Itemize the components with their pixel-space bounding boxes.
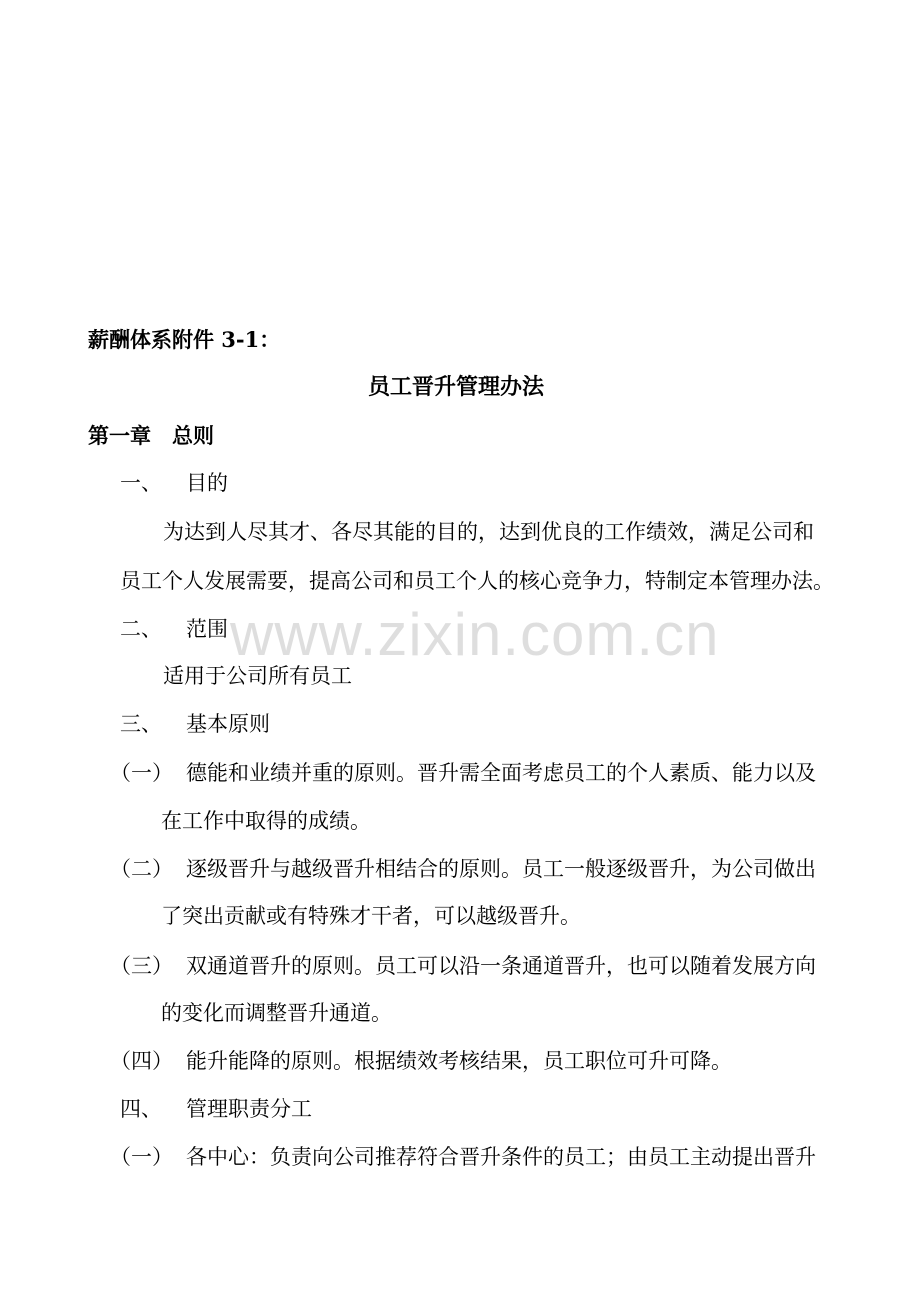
section-1-number: 一、 xyxy=(120,471,162,495)
duty-1-number: （一） xyxy=(110,1145,173,1169)
section-3-heading: 基本原则 xyxy=(186,712,270,736)
principle-4-line-1: 能升能降的原则。根据绩效考核结果，员工职位可升可降。 xyxy=(186,1049,732,1073)
principle-1-line-2: 在工作中取得的成绩。 xyxy=(161,809,371,833)
principle-1-line-1: 德能和业绩并重的原则。晋升需全面考虑员工的个人素质、能力以及 xyxy=(186,761,816,785)
attachment-label: 薪酬体系附件 3-1： xyxy=(88,327,281,352)
section-3-number: 三、 xyxy=(120,712,162,736)
section-1-body-line-1: 为达到人尽其才、各尽其能的目的，达到优良的工作绩效，满足公司和 xyxy=(163,520,814,544)
principle-3-number: （三） xyxy=(110,954,173,978)
section-4-heading: 管理职责分工 xyxy=(186,1097,312,1121)
chapter-heading: 第一章 总则 xyxy=(88,423,214,448)
principle-2-line-2: 了突出贡献或有特殊才干者，可以越级晋升。 xyxy=(161,904,581,928)
watermark: www.zixin.com.cn xyxy=(230,601,720,668)
section-4-number: 四、 xyxy=(120,1097,162,1121)
principle-3-line-2: 的变化而调整晋升通道。 xyxy=(161,1001,392,1025)
section-2-heading: 范围 xyxy=(186,617,228,641)
document-title: 员工晋升管理办法 xyxy=(368,374,545,400)
section-2-number: 二、 xyxy=(120,617,162,641)
section-1-heading: 目的 xyxy=(186,471,228,495)
section-2-body-line-1: 适用于公司所有员工 xyxy=(163,664,352,688)
duty-1-line-1: 各中心：负责向公司推荐符合晋升条件的员工；由员工主动提出晋升 xyxy=(186,1145,816,1169)
principle-2-line-1: 逐级晋升与越级晋升相结合的原则。员工一般逐级晋升，为公司做出 xyxy=(186,857,816,881)
principle-3-line-1: 双通道晋升的原则。员工可以沿一条通道晋升，也可以随着发展方向 xyxy=(186,954,816,978)
principle-1-number: （一） xyxy=(110,761,173,785)
principle-4-number: （四） xyxy=(110,1049,173,1073)
section-1-body-line-2: 员工个人发展需要，提高公司和员工个人的核心竞争力，特制定本管理办法。 xyxy=(120,569,834,593)
principle-2-number: （二） xyxy=(110,857,173,881)
